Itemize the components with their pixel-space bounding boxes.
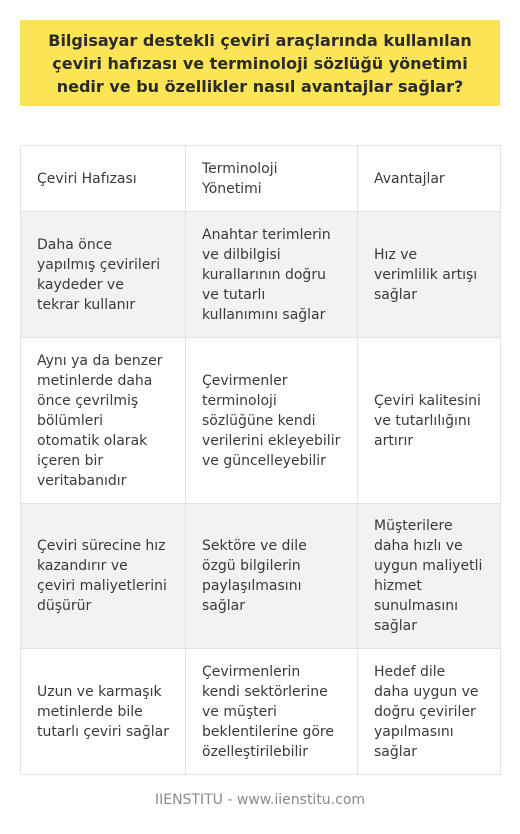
page-title: Bilgisayar destekli çeviri araçlarında kullanılan çeviri hafızası ve terminoloji sözlüğü yönetimi nedir ve bu özellikler nasıl avantajlar sağlar?	[48, 30, 472, 96]
table-header-row	[21, 146, 501, 212]
table-cell: Hız ve verimlilik artışı sağlar	[358, 212, 501, 338]
table-cell: Uzun ve karmaşık metinlerde bile tutarlı çeviri sağlar	[21, 649, 186, 775]
table-cell: Anahtar terimlerin ve dilbilgisi kurallarının doğru ve tutarlı kullanımını sağlar	[186, 212, 358, 338]
comparison-table	[20, 145, 501, 775]
table-cell: Sektöre ve dile özgü bilgilerin paylaşılmasını sağlar	[186, 504, 358, 649]
table-row	[21, 212, 501, 338]
table-cell: Çevirmenlerin kendi sektörlerine ve müşteri beklentilerine göre özelleştirilebilir	[186, 649, 358, 775]
footer-credit: IIENSTITU - www.iienstitu.com	[154, 792, 366, 808]
header-advantages: Avantajlar	[358, 146, 501, 212]
table-row	[21, 649, 501, 775]
table-row	[21, 338, 501, 504]
table-cell: Çeviri sürecine hız kazandırır ve çeviri maliyetlerini düşürür	[21, 504, 186, 649]
table-row	[21, 504, 501, 649]
table-cell: Çeviri kalitesini ve tutarlılığını artırır	[358, 338, 501, 504]
header-terminology-management: Terminoloji Yönetimi	[186, 146, 358, 212]
table-cell: Daha önce yapılmış çevirileri kaydeder ve tekrar kullanır	[21, 212, 186, 338]
table-cell: Hedef dile daha uygun ve doğru çeviriler yapılmasını sağlar	[358, 649, 501, 775]
header-translation-memory: Çeviri Hafızası	[21, 146, 186, 212]
table-cell: Çevirmenler terminoloji sözlüğüne kendi verilerini ekleyebilir ve güncelleyebilir	[186, 338, 358, 504]
table-cell: Aynı ya da benzer metinlerde daha önce çevrilmiş bölümleri otomatik olarak içeren bir veritabanıdır	[21, 338, 186, 504]
title-banner	[20, 20, 500, 106]
table-cell: Müşterilere daha hızlı ve uygun maliyetli hizmet sunulmasını sağlar	[358, 504, 501, 649]
